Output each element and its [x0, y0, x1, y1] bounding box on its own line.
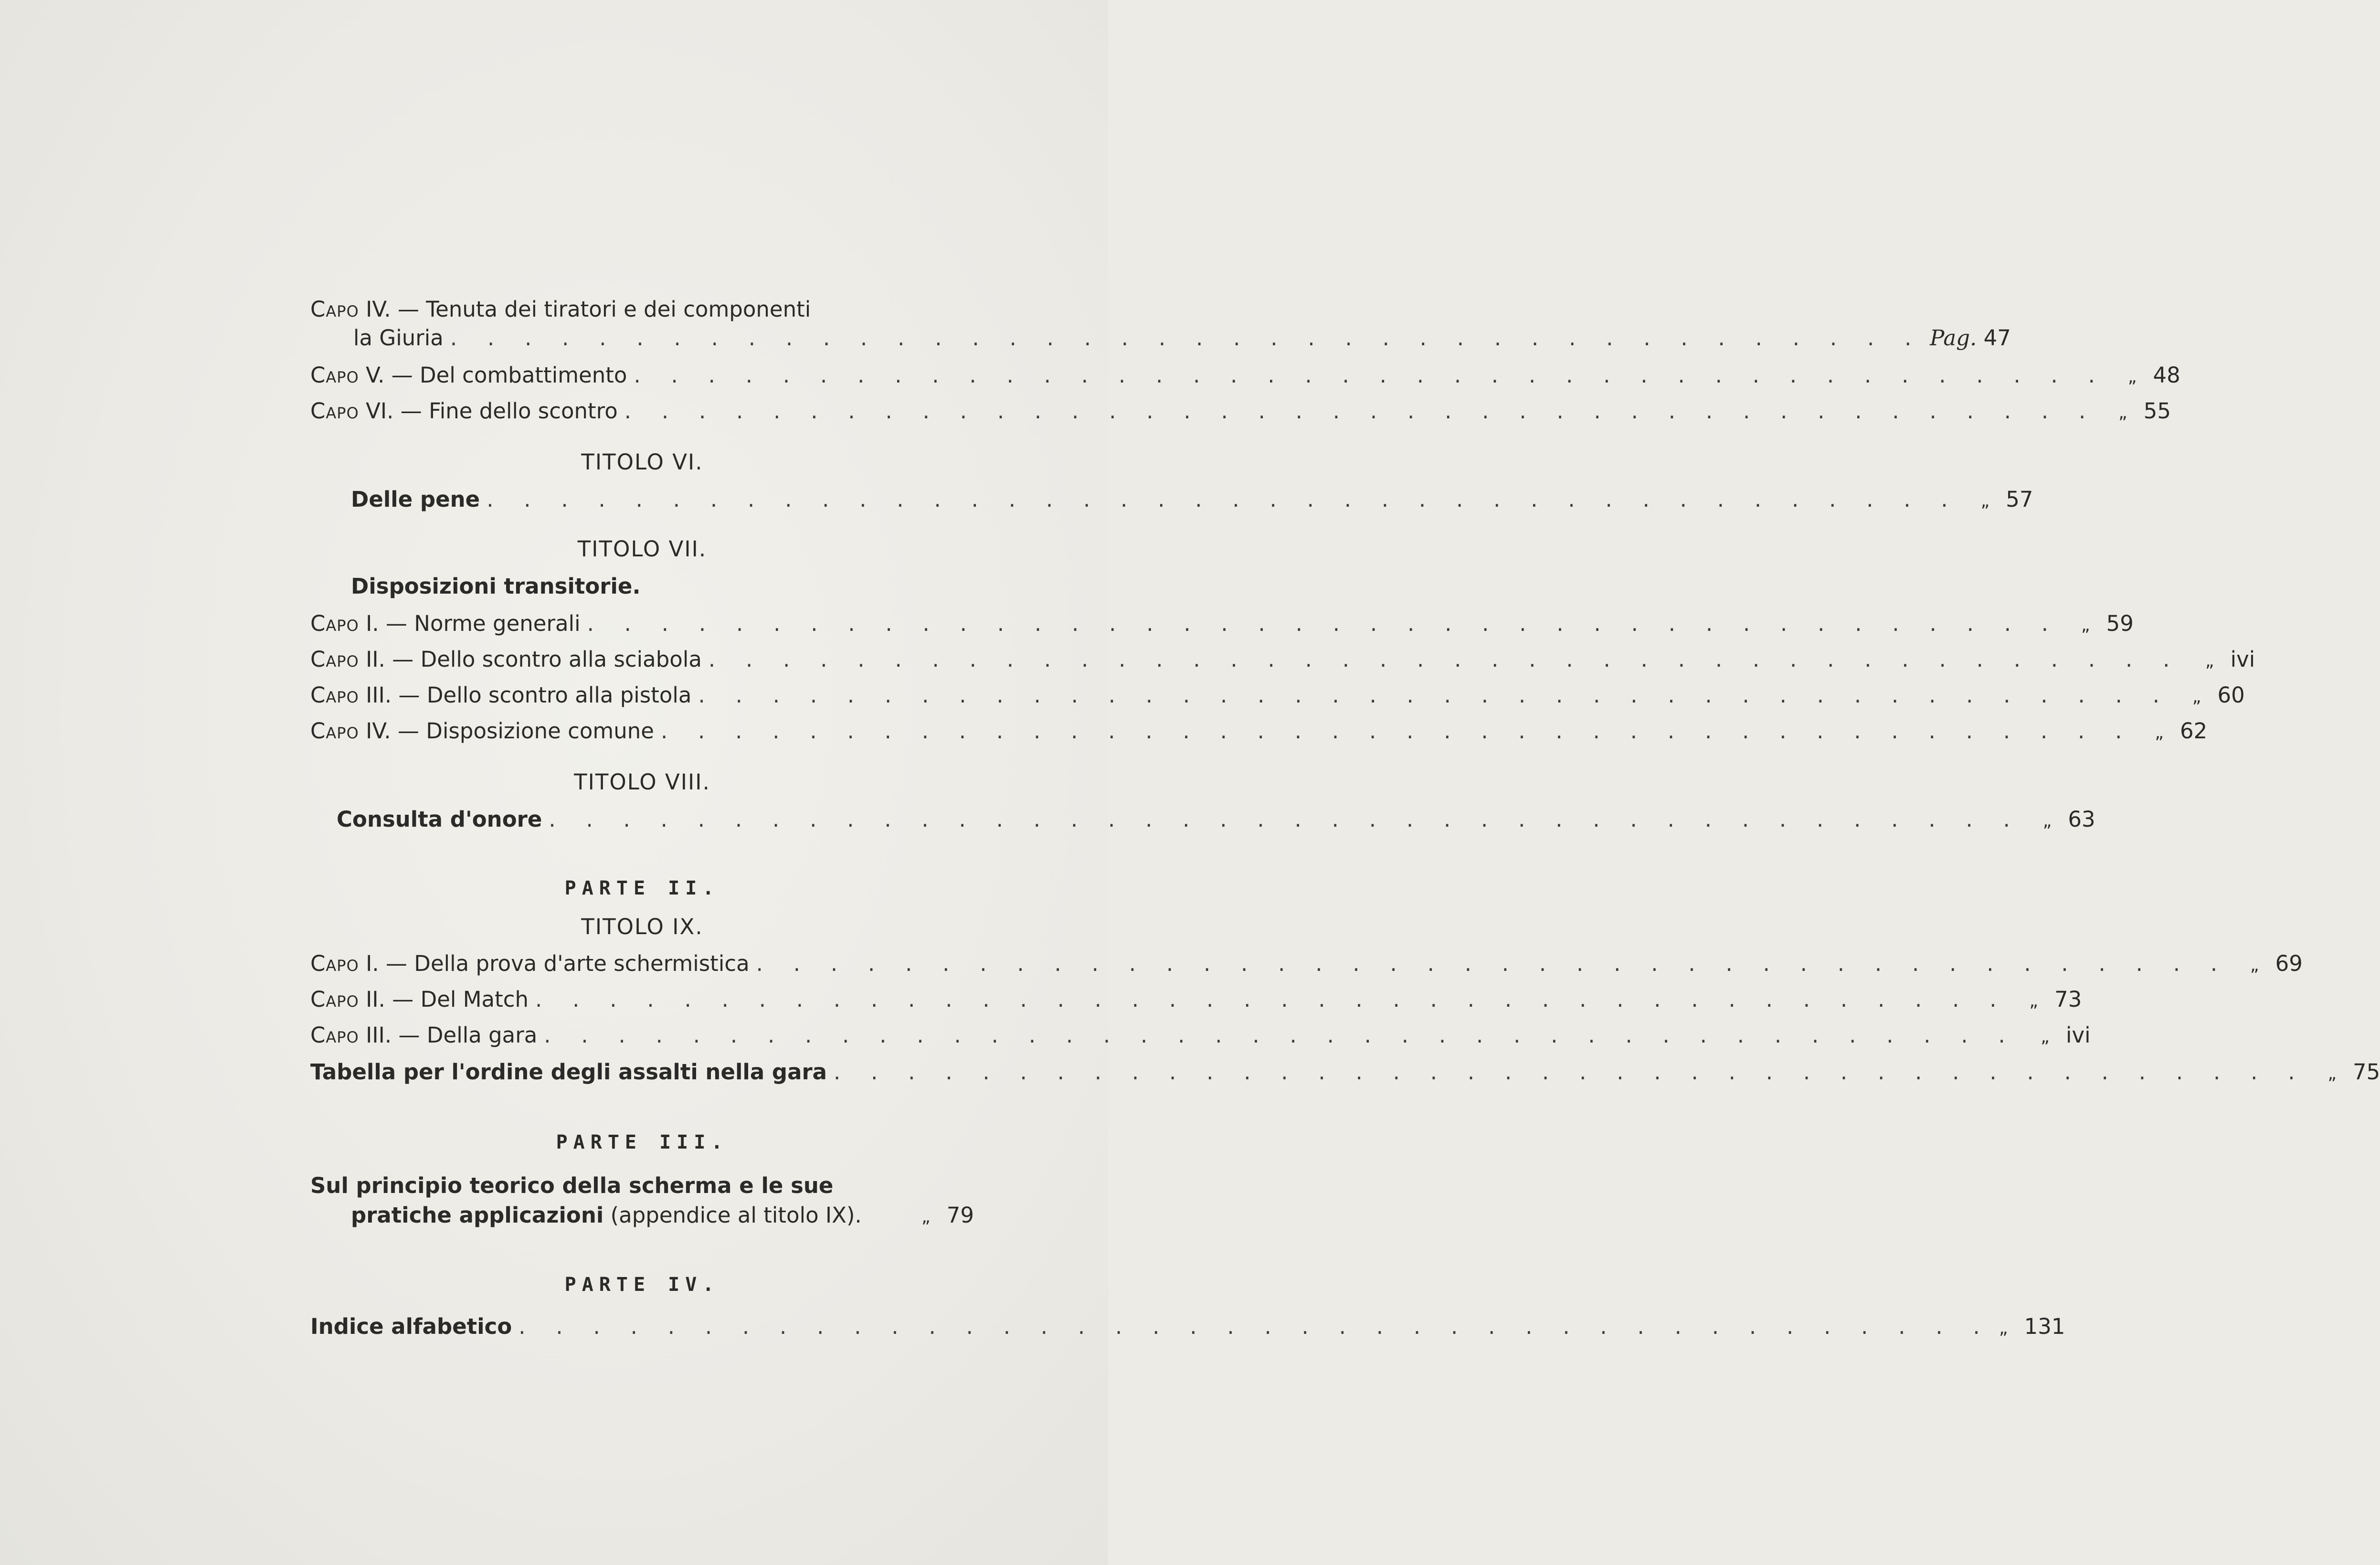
ditto-mark: „	[2042, 811, 2052, 831]
ditto-mark: „	[2029, 991, 2039, 1011]
toc-entry-label	[310, 400, 618, 422]
capo-word: Capo	[310, 647, 359, 672]
ditto-mark: „	[921, 1207, 931, 1227]
capo-title: — Del combattimento	[391, 362, 627, 388]
toc-entry-capo-i	[310, 611, 2134, 636]
ditto-mark: „	[2250, 956, 2259, 975]
toc-entry-capo-iv	[310, 298, 974, 320]
parte-ii-heading: PARTE II.	[564, 877, 720, 899]
capo-title: — Fine dello scontro	[400, 398, 618, 424]
page-value: 73	[2054, 987, 2082, 1012]
capo-word: Capo	[310, 718, 359, 744]
leader-dots: . . . . . . . . . . . . . . . . . . . . . . . . . . . . . . . . . . . . . . . .	[587, 611, 2060, 636]
capo-word: Capo	[310, 987, 359, 1012]
toc-entry-capo-ii-ix	[310, 987, 2082, 1012]
page-number	[1930, 327, 2011, 349]
bold-part: pratiche applicazioni	[351, 1203, 604, 1228]
page-number	[2236, 953, 2303, 974]
capo-word: Capo	[310, 682, 359, 708]
capo-word: Capo	[310, 1022, 359, 1048]
capo-word: Capo	[310, 951, 359, 976]
capo-number: III.	[366, 1022, 392, 1048]
capo-word: Capo	[310, 611, 359, 636]
toc-entry-delle-pene	[310, 487, 2033, 512]
page-value: 79	[946, 1203, 974, 1228]
ditto-mark: „	[1999, 1319, 2008, 1338]
toc-entry-principio-line1	[310, 1175, 974, 1196]
ditto-mark: „	[1980, 491, 1990, 511]
ditto-mark: „	[2041, 1027, 2050, 1047]
leader-dots: . . . . . . . . . . . . . . . . . . . . . . . . . . . . . . . . . . . . . . . .	[450, 325, 1924, 351]
section-subheading: Disposizioni transitorie.	[351, 574, 641, 599]
capo-number: I.	[366, 951, 379, 976]
capo-number: VI.	[366, 398, 394, 424]
parte-iii-heading: PARTE III.	[556, 1131, 729, 1153]
toc-entry-label: Sul principio teorico della scherma e le sue	[310, 1173, 834, 1198]
page-value: 63	[2068, 807, 2095, 832]
titolo-vi-heading: TITOLO VI.	[581, 449, 703, 475]
page-number	[2104, 400, 2171, 422]
capo-title: — Della prova d'arte schermistica	[386, 951, 750, 976]
leader-dots: . . . . . . . . . . . . . . . . . . . . . . . . . . . . . . . . . . . . . . . .	[756, 951, 2229, 976]
page-value: ivi	[2230, 647, 2255, 672]
page-number	[907, 1204, 974, 1226]
ditto-mark: „	[2155, 723, 2164, 743]
ditto-mark: „	[2192, 687, 2201, 707]
leader-dots: . . . . . . . . . . . . . . . . . . . . . . . . . . . . . . . . . . . . . . . .	[708, 647, 2182, 672]
page-number	[2313, 1061, 2380, 1083]
page-number	[1999, 1316, 2065, 1337]
toc-entry-label: Consulta d'onore	[337, 807, 542, 832]
page-value: 60	[2217, 682, 2245, 708]
capo-title: — Del Match	[392, 987, 529, 1012]
capo-title: — Dello scontro alla pistola	[398, 682, 692, 708]
capo-number: IV.	[366, 297, 391, 322]
page-number	[2140, 720, 2207, 742]
toc-entry-label	[310, 364, 627, 386]
leader-dots: . . . . . . . . . . . . . . . . . . . . . . . . . . . . . . . . . . . . . . . .	[544, 1022, 2017, 1048]
leader-dots: . . . . . . . . . . . . . . . . . . . . . . . . . . . . . . . . . . . . . . . .	[634, 362, 2107, 388]
ditto-mark: „	[2205, 651, 2214, 671]
titolo-viii-heading: TITOLO VIII.	[574, 769, 710, 795]
capo-number: V.	[366, 362, 385, 388]
toc-entry-capo-iv-b	[310, 718, 2208, 744]
page-number	[2114, 364, 2180, 386]
capo-number: IV.	[366, 718, 391, 744]
parte-iv-heading: PARTE IV.	[564, 1274, 720, 1296]
toc-entry-label	[310, 953, 750, 974]
ditto-mark: „	[2081, 616, 2090, 635]
pag-label: Pag.	[1930, 325, 1977, 351]
appendix-note: (appendice al titolo IX).	[610, 1203, 862, 1228]
page-value: 48	[2153, 362, 2180, 388]
toc-entry-label	[310, 613, 581, 634]
toc-entry-label	[310, 720, 654, 742]
page-number	[2015, 989, 2082, 1010]
toc-entry-label: Indice alfabetico	[310, 1314, 512, 1339]
toc-entry-label	[310, 1024, 537, 1046]
capo-title: — Tenuta dei tiratori e dei componenti	[397, 297, 811, 322]
toc-entry-indice	[310, 1314, 2065, 1339]
leader-dots: . . . . . . . . . . . . . . . . . . . . . . . . . . . . . . . . . . . . . . . .	[624, 398, 2098, 424]
capo-number: II.	[366, 647, 385, 672]
capo-number: III.	[366, 682, 392, 708]
toc-entry-label: Tabella per l'ordine degli assalti nella gara	[310, 1059, 827, 1085]
capo-word: Capo	[310, 297, 359, 322]
capo-number: II.	[366, 987, 385, 1012]
toc-entry-capo-vi	[310, 398, 2171, 424]
leader-dots: . . . . . . . . . . . . . . . . . . . . . . . . . . . . . . . . . . . . . . . .	[549, 807, 2022, 832]
ditto-mark: „	[2327, 1064, 2337, 1084]
ditto-mark: „	[2127, 367, 2137, 387]
page-value: 75	[2353, 1059, 2380, 1085]
capo-title: — Disposizione comune	[397, 718, 654, 744]
page-value: 59	[2106, 611, 2134, 636]
toc-entry-label	[310, 989, 529, 1010]
page-value: ivi	[2065, 1022, 2091, 1048]
capo-title-continuation: la Giuria	[353, 325, 444, 351]
leader-dots: . . . . . . . . . . . . . . . . . . . . . . . . . . . . . . . . . . . . . . . .	[834, 1059, 2307, 1085]
toc-entry-principio-line2	[310, 1204, 974, 1226]
page-value: 55	[2143, 398, 2171, 424]
toc-entry-capo-iii	[310, 682, 2245, 708]
capo-title: — Dello scontro alla sciabola	[392, 647, 702, 672]
toc-entry-capo-v	[310, 362, 2180, 388]
page-number	[2024, 1024, 2091, 1046]
toc-entry-capo-ii	[310, 647, 2255, 672]
capo-word: Capo	[310, 398, 359, 424]
page-number	[2178, 684, 2245, 706]
titolo-ix-heading: TITOLO IX.	[581, 914, 703, 939]
titolo-vii-heading: TITOLO VII.	[577, 536, 707, 562]
toc-entry-capo-iv-cont	[310, 325, 2011, 351]
toc-entry-consulta	[310, 807, 2095, 832]
page-value: 62	[2179, 718, 2208, 744]
toc-entry-label	[310, 298, 811, 320]
page-number	[2188, 649, 2255, 670]
toc-entry-label: Delle pene	[351, 487, 480, 512]
toc-entry-label	[310, 649, 702, 670]
page-number	[2029, 809, 2095, 830]
page-value: 131	[2024, 1314, 2065, 1339]
toc-entry-capo-iii-ix	[310, 1022, 2091, 1048]
ditto-mark: „	[2118, 403, 2127, 423]
page-value: 47	[1983, 325, 2011, 351]
leader-dots: . . . . . . . . . . . . . . . . . . . . . . . . . . . . . . . . . . . . . . . .	[487, 487, 1960, 512]
capo-title: — Norme generali	[386, 611, 581, 636]
toc-entry-tabella	[310, 1059, 2380, 1085]
titolo-vii-subheading	[310, 575, 974, 597]
toc-entry-label	[310, 684, 692, 706]
leader-dots: . . . . . . . . . . . . . . . . . . . . . . . . . . . . . . . . . . . . . . . .	[535, 987, 2009, 1012]
leader-dots: . . . . . . . . . . . . . . . . . . . . . . . . . . . . . . . . . . . . . . . .	[518, 1314, 1992, 1339]
capo-word: Capo	[310, 362, 359, 388]
capo-title: — Della gara	[398, 1022, 538, 1048]
leader-dots: . . . . . . . . . . . . . . . . . . . . . . . . . . . . . . . . . . . . . . . .	[660, 718, 2134, 744]
page-value: 69	[2275, 951, 2303, 976]
page-number	[2067, 613, 2134, 634]
toc-entry-label-continuation	[310, 1204, 862, 1226]
leader-dots: . . . . . . . . . . . . . . . . . . . . . . . . . . . . . . . . . . . . . . . .	[698, 682, 2171, 708]
capo-number: I.	[366, 611, 379, 636]
page-number	[1967, 489, 2033, 510]
toc-entry-capo-i-ix	[310, 951, 2303, 976]
page-value: 57	[2006, 487, 2033, 512]
